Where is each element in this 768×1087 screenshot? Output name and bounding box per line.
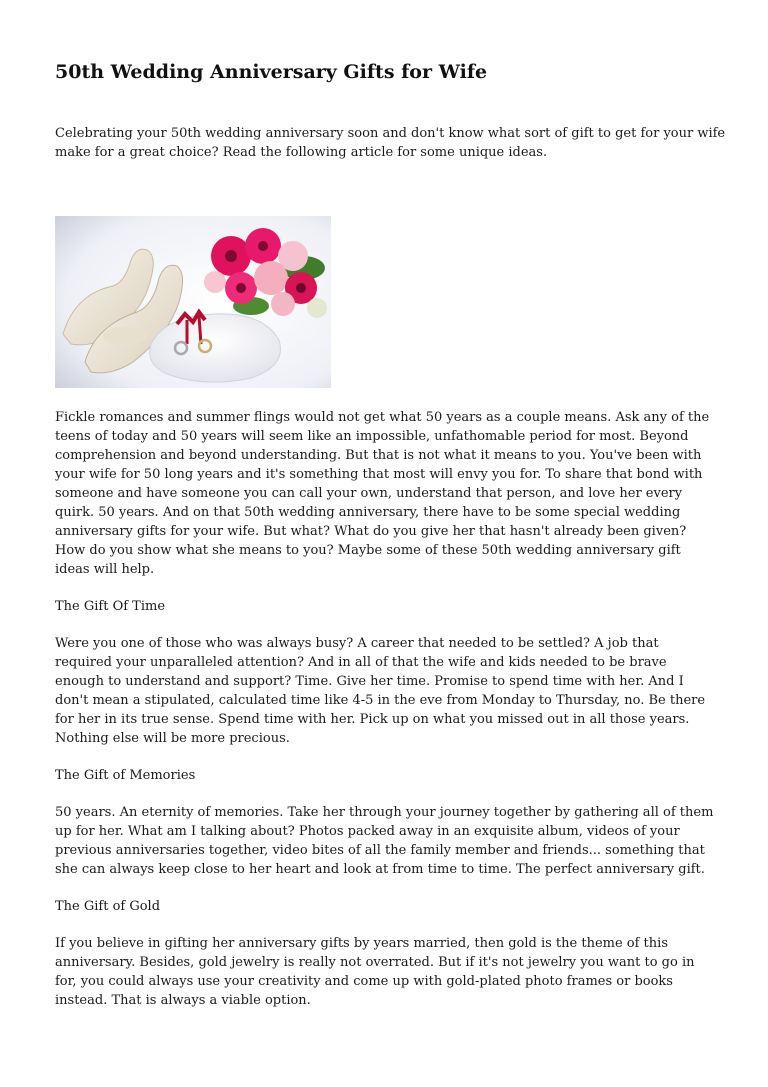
intro-paragraph: Celebrating your 50th wedding anniversary soon and don't know what sort of gift to get for your wife make for a great choice? Read the following article for some unique ideas. <box>55 126 726 160</box>
article-body <box>55 408 715 1028</box>
paragraph-gift-of-time: Were you one of those who was always busy? A career that needed to be settled? A job that required your unparalleled attention? And in all of that the wife and kids needed to be brave enough to understand and support? Time. Give her time. Promise to spend time with her. And I don't mean a stipulated, calculated time like 4-5 in the eve from Monday to Thursday, no. Be there for her in its true sense. Spend time with her. Pick up on what you missed out in all those years. Nothing else will be more precious. <box>55 636 706 746</box>
wedding-photo <box>55 216 331 388</box>
paragraph-gift-of-memories: 50 years. An eternity of memories. Take her through your journey together by gathering all of them up for her. What am I talking about? Photos packed away in an exquisite album, videos of your previous anniversaries together, video bites of all the family member and friends... something that she can always keep close to her heart and look at from time to time. The perfect anniversary gift. <box>55 805 714 877</box>
heading-gift-of-gold: The Gift of Gold <box>55 899 161 914</box>
article-title: 50th Wedding Anniversary Gifts for Wife <box>55 61 488 83</box>
heading-gift-of-memories: The Gift of Memories <box>55 768 196 783</box>
heading-gift-of-time: The Gift Of Time <box>55 599 166 614</box>
paragraph-intro-body: Fickle romances and summer flings would not get what 50 years as a couple means. Ask any of the teens of today and 50 years will seem like an impossible, unfathomable period for most. Beyond comprehension and beyond understanding. But that is not what it means to you. You've been with your wife for 50 long years and it's something that most will envy you for. To share that bond with someone and have someone you can call your own, understand that person, and love her every quirk. 50 years. And on that 50th wedding anniversary, there have to be some special wedding anniversary gifts for your wife. But what? What do you give her that hasn't already been given? How do you show what she means to you? Maybe some of these 50th wedding anniversary gift ideas will help. <box>55 410 710 577</box>
paragraph-gift-of-gold: If you believe in gifting her anniversary gifts by years married, then gold is the theme of this anniversary. Besides, gold jewelry is really not overrated. But if it's not jewelry you want to go in for, you could always use your creativity and come up with gold-plated photo frames or books instead. That is always a viable option. <box>55 936 695 1008</box>
